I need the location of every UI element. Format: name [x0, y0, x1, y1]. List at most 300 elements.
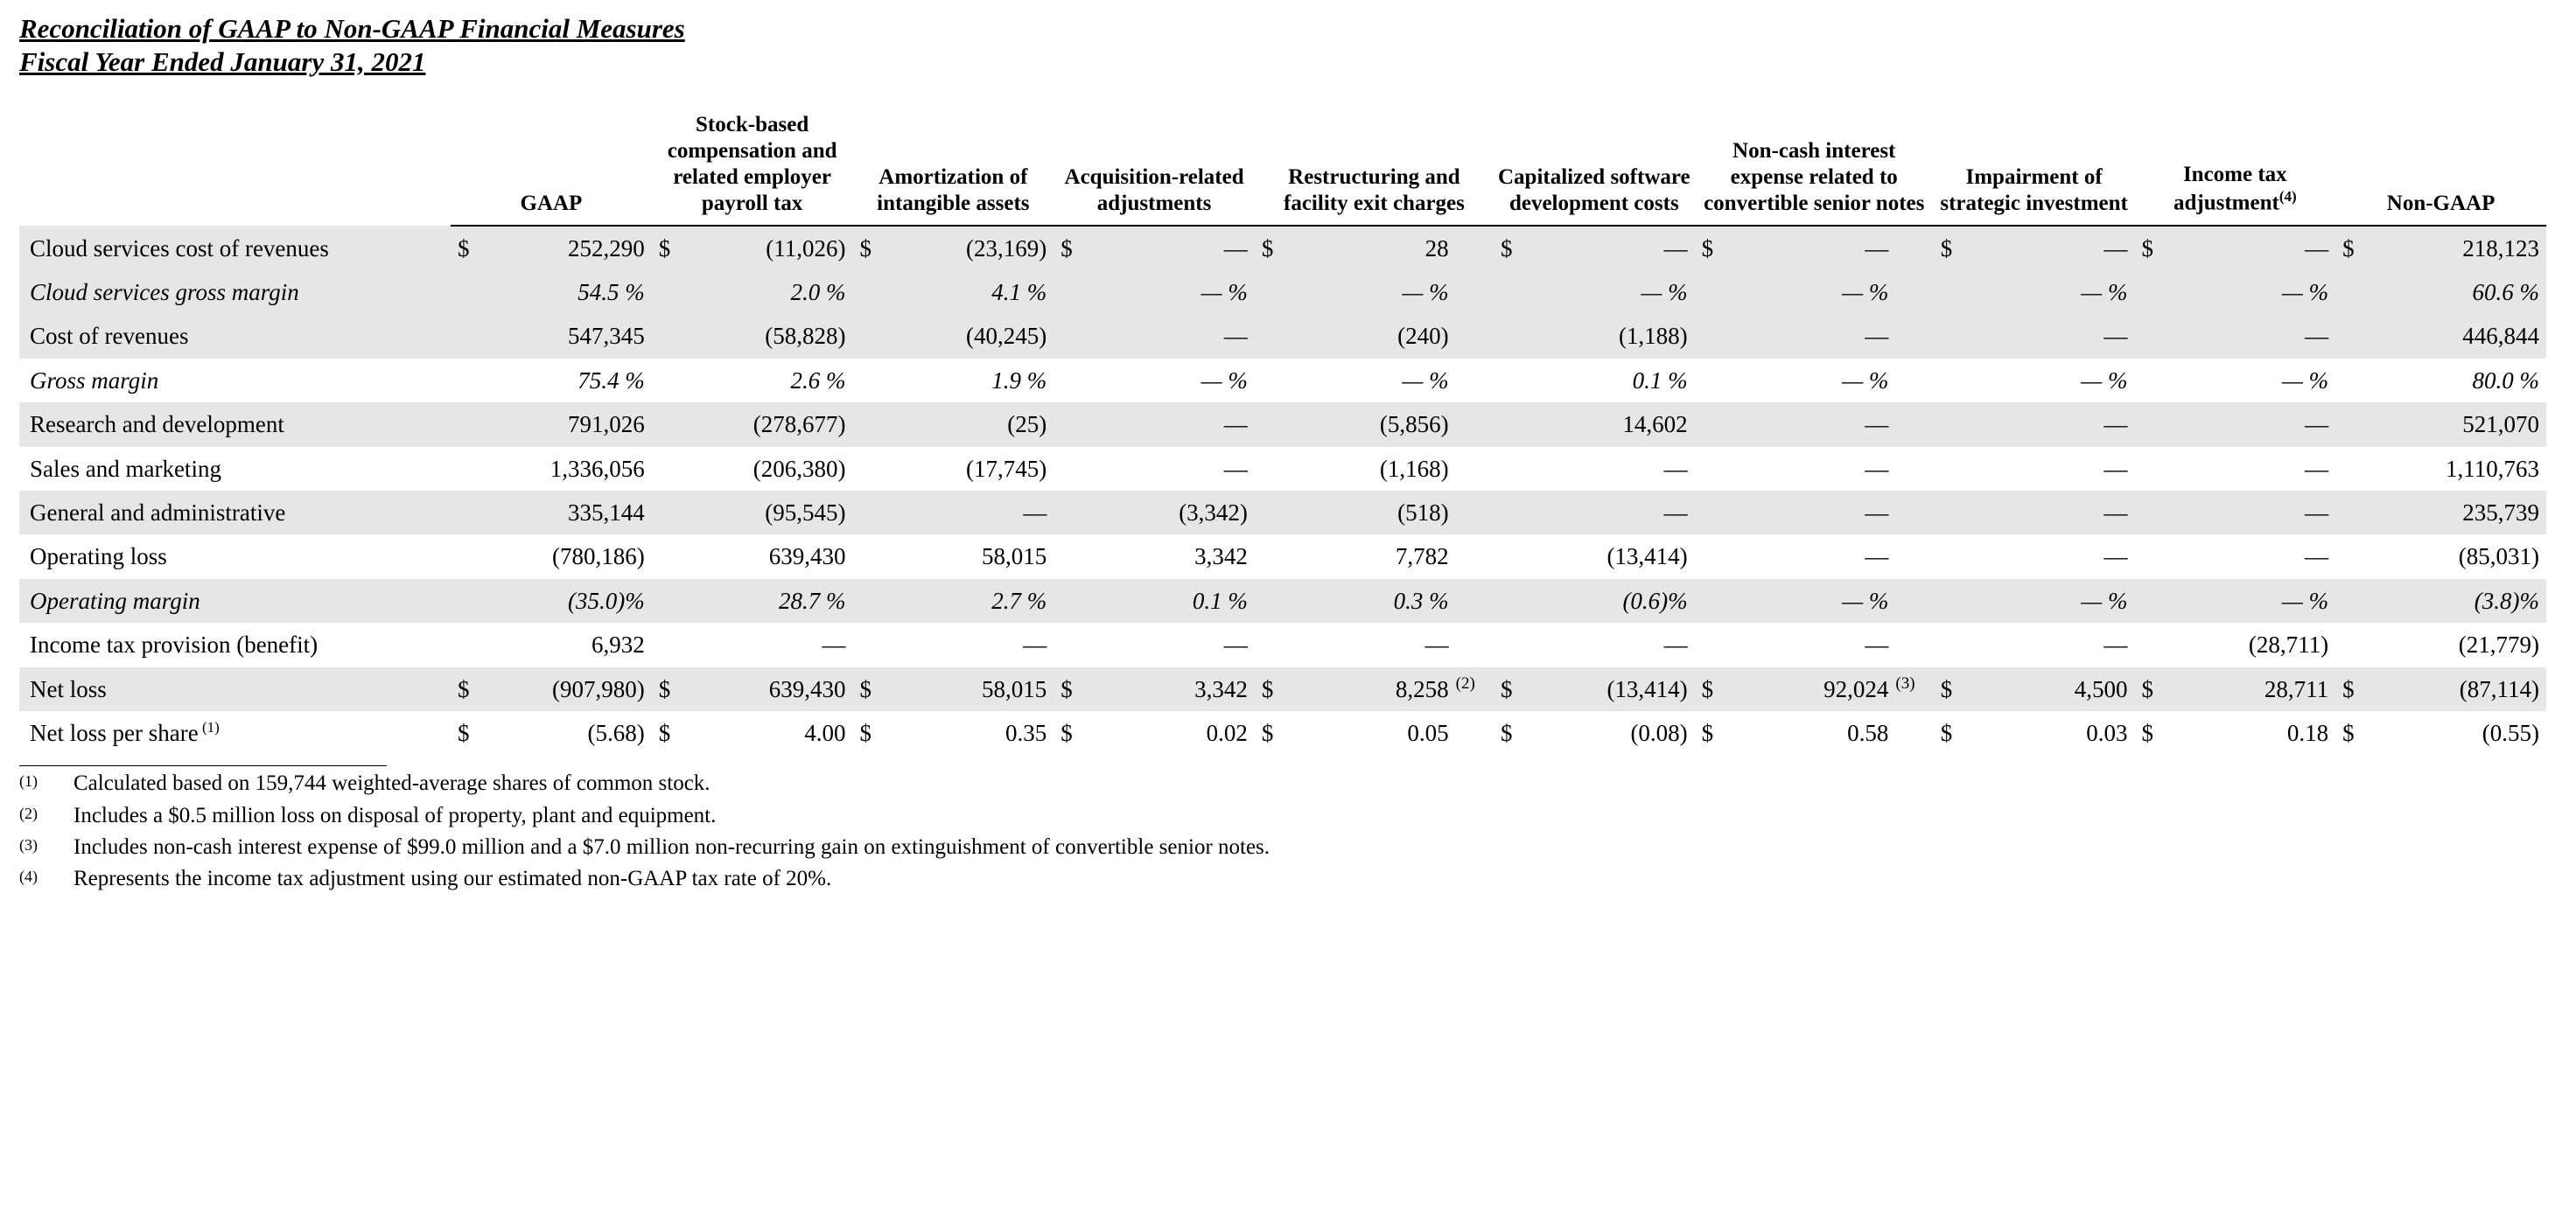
- table-cell-value: (87,114): [2368, 667, 2546, 711]
- table-row: [19, 226, 2546, 270]
- currency-symbol: [1494, 270, 1526, 314]
- currency-symbol: [2134, 314, 2166, 358]
- table-cell-value: —: [2166, 314, 2335, 358]
- footnote-item: [19, 768, 2550, 799]
- row-label: Sales and marketing: [30, 455, 221, 482]
- currency-symbol: [1934, 314, 1966, 358]
- table-cell-value: (240): [1287, 314, 1456, 358]
- table-cell-value: — %: [2166, 270, 2335, 314]
- table-cell-value: (1,188): [1526, 314, 1695, 358]
- table-cell-value: —: [1086, 402, 1255, 446]
- reconciliation-table: [19, 112, 2546, 756]
- table-cell-value: (28,711): [2248, 631, 2329, 659]
- table-cell-value: —: [2305, 543, 2329, 570]
- footnote-text: Calculated based on 159,744 weighted-average shares of common stock.: [74, 771, 710, 796]
- table-cell-value: —: [885, 491, 1054, 534]
- table-cell-value: (11,026): [684, 226, 853, 270]
- footnotes: [19, 765, 2550, 895]
- table-cell-value: 335,144: [483, 491, 652, 534]
- table-cell-value: (21,779): [2458, 631, 2539, 659]
- table-cell-value: 4,500: [1966, 667, 2135, 711]
- table-cell-value: 3,342: [1194, 543, 1248, 570]
- currency-symbol: [1054, 491, 1086, 534]
- cell-footnote-mark: [1456, 579, 1494, 623]
- table-cell-value: —: [1727, 402, 1896, 446]
- currency-symbol: [1695, 359, 1727, 402]
- table-cell-value: —: [1223, 631, 1248, 659]
- footnote-mark: (3): [19, 835, 38, 854]
- footnote-mark: (1): [19, 772, 38, 791]
- currency-symbol: $: [2335, 667, 2368, 711]
- currency-symbol: [1494, 402, 1526, 446]
- currency-symbol: [2335, 623, 2368, 666]
- cell-footnote-mark: [1456, 534, 1494, 578]
- currency-symbol: $: [652, 226, 684, 270]
- table-cell-value: 521,070: [2368, 402, 2546, 446]
- table-cell-value: 252,290: [483, 226, 652, 270]
- currency-symbol: [1255, 447, 1287, 491]
- table-cell-value: 547,345: [483, 314, 652, 358]
- cell-footnote-mark: (2): [1456, 667, 1494, 711]
- table-row: [19, 491, 2546, 534]
- table-cell-value: 54.5 %: [483, 270, 652, 314]
- table-cell-value: 1,110,763: [2446, 455, 2539, 482]
- table-cell-value: 7,782: [1395, 543, 1449, 570]
- currency-symbol: [2335, 447, 2368, 491]
- currency-symbol: [2335, 491, 2368, 534]
- table-cell-value: 0.02: [1206, 719, 1248, 746]
- table-cell-value: (25): [885, 402, 1054, 446]
- currency-symbol: [2134, 402, 2166, 446]
- cell-footnote-mark: [1895, 491, 1933, 534]
- table-cell-value: 0.05: [1407, 719, 1449, 746]
- currency-symbol: [652, 402, 684, 446]
- currency-symbol: [1255, 402, 1287, 446]
- currency-symbol: $: [1494, 226, 1526, 270]
- row-label: Gross margin: [30, 366, 159, 394]
- currency-symbol: [1494, 359, 1526, 402]
- table-cell-value: —: [1727, 314, 1896, 358]
- row-label: Income tax provision (benefit): [30, 631, 318, 659]
- cell-footnote-mark: [1456, 359, 1494, 402]
- cell-footnote-mark: [1456, 270, 1494, 314]
- currency-symbol: [1494, 314, 1526, 358]
- table-cell-value: 58,015: [885, 667, 1054, 711]
- currency-symbol: [852, 447, 885, 491]
- row-label: Cloud services cost of revenues: [19, 226, 451, 270]
- table-cell-value: —: [1526, 491, 1695, 534]
- cell-footnote-mark: [1456, 491, 1494, 534]
- currency-symbol: $: [451, 667, 483, 711]
- currency-symbol: [2134, 270, 2166, 314]
- table-cell-value: —: [2166, 402, 2335, 446]
- cell-footnote-mark: [1895, 402, 1933, 446]
- currency-symbol: $: [1934, 667, 1966, 711]
- currency-symbol: [1255, 534, 1287, 578]
- currency-symbol: $: [1695, 667, 1727, 711]
- cell-footnote-mark: [1895, 270, 1933, 314]
- table-cell-value: (3,342): [1086, 491, 1255, 534]
- currency-symbol: [1494, 579, 1526, 623]
- table-cell-value: 0.1 %: [1086, 579, 1255, 623]
- currency-symbol: [451, 447, 483, 491]
- table-row: [19, 270, 2546, 314]
- row-label: Cloud services gross margin: [19, 270, 451, 314]
- currency-symbol: [1695, 314, 1727, 358]
- currency-symbol: [652, 623, 684, 666]
- currency-symbol: $: [658, 719, 671, 746]
- table-cell-value: 28.7 %: [684, 579, 853, 623]
- currency-symbol: [852, 623, 885, 666]
- currency-symbol: $: [1695, 226, 1727, 270]
- row-label: Operating loss: [30, 543, 167, 570]
- table-cell-value: (17,745): [965, 455, 1047, 482]
- table-cell-value: 791,026: [483, 402, 652, 446]
- table-cell-value: (0.6)%: [1526, 579, 1695, 623]
- cell-footnote-mark: [1456, 314, 1494, 358]
- table-cell-value: — %: [2081, 366, 2128, 394]
- currency-symbol: $: [2335, 226, 2368, 270]
- currency-symbol: [1054, 623, 1086, 666]
- currency-symbol: [451, 314, 483, 358]
- currency-symbol: [2134, 579, 2166, 623]
- currency-symbol: [2134, 359, 2166, 402]
- table-cell-value: 2.6 %: [790, 366, 846, 394]
- row-label: Operating margin: [19, 579, 451, 623]
- table-cell-value: — %: [1402, 366, 1449, 394]
- table-cell-value: —: [822, 631, 846, 659]
- currency-symbol: $: [852, 667, 885, 711]
- currency-symbol: [1255, 491, 1287, 534]
- currency-symbol: [2335, 402, 2368, 446]
- currency-symbol: [1934, 491, 1966, 534]
- currency-symbol: $: [2342, 719, 2355, 746]
- currency-symbol: $: [1940, 719, 1953, 746]
- table-cell-value: 80.0 %: [2472, 366, 2539, 394]
- currency-symbol: [1695, 491, 1727, 534]
- footnote-text: Includes a $0.5 million loss on disposal of property, plant and equipment.: [74, 803, 717, 827]
- table-cell-value: 218,123: [2368, 226, 2546, 270]
- table-cell-value: —: [2104, 543, 2128, 570]
- table-cell-value: — %: [1966, 270, 2135, 314]
- currency-symbol: [652, 579, 684, 623]
- table-cell-value: 639,430: [684, 667, 853, 711]
- table-cell-value: 0.18: [2286, 719, 2329, 746]
- table-row: [19, 534, 2546, 578]
- page-title-line-2: Fiscal Year Ended January 31, 2021: [19, 45, 426, 77]
- currency-symbol: [1494, 447, 1526, 491]
- currency-symbol: [1695, 402, 1727, 446]
- currency-symbol: $: [458, 719, 470, 746]
- table-cell-value: 6,932: [592, 631, 645, 659]
- currency-symbol: [2335, 534, 2368, 578]
- currency-symbol: [1695, 579, 1727, 623]
- table-cell-value: —: [1865, 631, 1889, 659]
- cell-footnote-mark: [1456, 402, 1494, 446]
- table-cell-value: (278,677): [684, 402, 853, 446]
- table-cell-value: 28: [1287, 226, 1456, 270]
- table-cell-value: (35.0)%: [483, 579, 652, 623]
- currency-symbol: [652, 270, 684, 314]
- currency-symbol: [2134, 491, 2166, 534]
- cell-footnote-mark: [1895, 579, 1933, 623]
- currency-symbol: $: [451, 226, 483, 270]
- currency-symbol: $: [1054, 226, 1086, 270]
- currency-symbol: [1695, 534, 1727, 578]
- row-label: Net loss per share $^{(1)}$: [30, 718, 220, 746]
- row-label: Cost of revenues: [19, 314, 451, 358]
- cell-footnote-mark: [1895, 447, 1933, 491]
- currency-symbol: [451, 359, 483, 402]
- currency-symbol: [1255, 359, 1287, 402]
- currency-symbol: $: [859, 719, 872, 746]
- table-cell-value: —: [1424, 631, 1449, 659]
- table-cell-value: —: [2104, 631, 2128, 659]
- table-row: [19, 711, 2546, 755]
- table-cell-value: 60.6 %: [2368, 270, 2546, 314]
- column-header-acquisition-related: Acquisition-related adjustments: [1054, 112, 1255, 226]
- currency-symbol: [852, 402, 885, 446]
- currency-symbol: [652, 491, 684, 534]
- footnote-text: Represents the income tax adjustment using our estimated non-GAAP tax rate of 20%.: [74, 867, 832, 891]
- table-cell-value: 235,739: [2368, 491, 2546, 534]
- table-cell-value: —: [1865, 455, 1889, 482]
- column-header-stock-based-compensation: Stock-based compensation and related employer payroll tax: [652, 112, 853, 226]
- table-cell-value: 14,602: [1526, 402, 1695, 446]
- table-cell-value: 0.03: [2086, 719, 2128, 746]
- table-cell-value: — %: [1086, 270, 1255, 314]
- cell-footnote-mark: [1895, 359, 1933, 402]
- page-title: [19, 12, 2550, 79]
- currency-symbol: [1695, 447, 1727, 491]
- column-header-restructuring: Restructuring and facility exit charges: [1255, 112, 1494, 226]
- table-cell-value: — %: [2281, 366, 2329, 394]
- currency-symbol: [852, 491, 885, 534]
- currency-symbol: [1934, 402, 1966, 446]
- currency-symbol: [1255, 314, 1287, 358]
- footnote-mark: (2): [19, 804, 38, 822]
- table-cell-value: (3.8)%: [2368, 579, 2546, 623]
- table-cell-value: (0.08): [1630, 719, 1688, 746]
- currency-symbol: [2134, 447, 2166, 491]
- currency-symbol: $: [1701, 719, 1714, 746]
- table-cell-value: 75.4 %: [578, 366, 645, 394]
- currency-symbol: $: [1255, 226, 1287, 270]
- currency-symbol: [1934, 623, 1966, 666]
- table-cell-value: 2.0 %: [684, 270, 853, 314]
- cell-footnote-mark: [1895, 534, 1933, 578]
- currency-symbol: [2335, 314, 2368, 358]
- table-cell-value: 58,015: [981, 543, 1047, 570]
- currency-symbol: [451, 534, 483, 578]
- currency-symbol: $: [2134, 667, 2166, 711]
- currency-symbol: [451, 270, 483, 314]
- column-header-non-gaap: Non-GAAP: [2335, 112, 2546, 226]
- cell-footnote-mark: [1456, 447, 1494, 491]
- footnote-item: [19, 832, 2550, 863]
- currency-symbol: $: [1054, 667, 1086, 711]
- cell-footnote-mark: [1456, 711, 1494, 755]
- table-row: [19, 314, 2546, 358]
- currency-symbol: $: [1060, 719, 1073, 746]
- currency-symbol: [1494, 534, 1526, 578]
- table-header: [19, 112, 2546, 226]
- currency-symbol: [1255, 270, 1287, 314]
- currency-symbol: [2335, 579, 2368, 623]
- table-cell-value: —: [1966, 491, 2135, 534]
- currency-symbol: [2335, 270, 2368, 314]
- currency-symbol: [1054, 270, 1086, 314]
- table-cell-value: — %: [2166, 579, 2335, 623]
- table-cell-value: —: [1526, 226, 1695, 270]
- currency-symbol: $: [1261, 719, 1274, 746]
- row-label: General and administrative: [19, 491, 451, 534]
- currency-symbol: [451, 623, 483, 666]
- table-cell-value: —: [1086, 314, 1255, 358]
- currency-symbol: [652, 447, 684, 491]
- table-cell-value: (780,186): [552, 543, 645, 570]
- column-header-amortization: Amortization of intangible assets: [852, 112, 1054, 226]
- table-cell-value: — %: [1526, 270, 1695, 314]
- currency-symbol: [1494, 623, 1526, 666]
- footnote-divider: [19, 765, 387, 766]
- footnote-mark: (4): [19, 868, 38, 886]
- table-cell-value: 28,711: [2166, 667, 2335, 711]
- column-header-non-cash-interest: Non-cash interest expense related to convertible senior notes: [1695, 112, 1934, 226]
- currency-symbol: $: [652, 667, 684, 711]
- table-row: [19, 447, 2546, 491]
- table-cell-value: —: [1727, 491, 1896, 534]
- table-row: [19, 402, 2546, 446]
- cell-footnote-mark: [1456, 226, 1494, 270]
- table-cell-value: —: [1223, 455, 1248, 482]
- currency-symbol: $: [1255, 667, 1287, 711]
- currency-symbol: [852, 359, 885, 402]
- footnote-item: [19, 800, 2550, 832]
- column-header-capitalized-software: Capitalized software development costs: [1494, 112, 1695, 226]
- table-cell-value: (907,980): [483, 667, 652, 711]
- table-cell-value: —: [2305, 455, 2329, 482]
- currency-symbol: [1255, 579, 1287, 623]
- currency-symbol: [2134, 623, 2166, 666]
- table-cell-value: 446,844: [2368, 314, 2546, 358]
- currency-symbol: [652, 314, 684, 358]
- table-row: [19, 667, 2546, 711]
- currency-symbol: $: [2141, 719, 2153, 746]
- currency-symbol: $: [1500, 719, 1513, 746]
- currency-symbol: [1054, 359, 1086, 402]
- column-header-blank: [19, 112, 451, 226]
- table-cell-value: —: [1086, 226, 1255, 270]
- currency-symbol: [1054, 314, 1086, 358]
- currency-symbol: $: [2134, 226, 2166, 270]
- table-cell-value: (85,031): [2458, 543, 2539, 570]
- table-cell-value: (40,245): [885, 314, 1054, 358]
- currency-symbol: $: [1934, 226, 1966, 270]
- currency-symbol: [852, 534, 885, 578]
- table-cell-value: 0.1 %: [1632, 366, 1688, 394]
- row-label: Research and development: [19, 402, 451, 446]
- table-cell-value: 0.35: [1004, 719, 1047, 746]
- table-cell-value: — %: [1966, 579, 2135, 623]
- table-cell-value: (206,380): [752, 455, 846, 482]
- table-cell-value: 4.1 %: [885, 270, 1054, 314]
- currency-symbol: [451, 402, 483, 446]
- cell-footnote-mark: [1895, 623, 1933, 666]
- cell-footnote-mark: [1895, 314, 1933, 358]
- currency-symbol: [1695, 270, 1727, 314]
- currency-symbol: [652, 359, 684, 402]
- currency-symbol: [2335, 359, 2368, 402]
- row-label: Net loss: [19, 667, 451, 711]
- currency-symbol: [1054, 534, 1086, 578]
- table-cell-value: 1.9 %: [991, 366, 1047, 394]
- table-cell-value: 92,024: [1727, 667, 1896, 711]
- currency-symbol: [1934, 447, 1966, 491]
- column-header-footnote-mark: (4): [2278, 188, 2297, 206]
- currency-symbol: [1934, 270, 1966, 314]
- currency-symbol: [1934, 534, 1966, 578]
- table-cell-value: 2.7 %: [885, 579, 1054, 623]
- currency-symbol: [852, 579, 885, 623]
- table-cell-value: 8,258: [1287, 667, 1456, 711]
- table-cell-value: 0.58: [1847, 719, 1889, 746]
- table-cell-value: 1,336,056: [550, 455, 645, 482]
- table-cell-value: — %: [1727, 270, 1896, 314]
- page-title-line-1: Reconciliation of GAAP to Non-GAAP Financial Measures: [19, 13, 685, 44]
- table-cell-value: (58,828): [684, 314, 853, 358]
- currency-symbol: [1054, 402, 1086, 446]
- currency-symbol: [1695, 623, 1727, 666]
- table-cell-value: (5,856): [1287, 402, 1456, 446]
- currency-symbol: [852, 270, 885, 314]
- table-row: [19, 623, 2546, 666]
- currency-symbol: [451, 579, 483, 623]
- table-row: [19, 359, 2546, 402]
- table-cell-value: (0.55): [2482, 719, 2539, 746]
- table-cell-value: —: [1663, 631, 1688, 659]
- cell-footnote-mark: [1895, 226, 1933, 270]
- table-cell-value: —: [2166, 226, 2335, 270]
- table-cell-value: 4.00: [804, 719, 846, 746]
- cell-footnote-mark: (3): [1895, 667, 1933, 711]
- footnote-text: Includes non-cash interest expense of $99.0 million and a $7.0 million non-recurring gain on extinguishment of convertible senior notes.: [74, 834, 1270, 859]
- footnote-item: [19, 863, 2550, 895]
- table-cell-value: (13,414): [1526, 667, 1695, 711]
- currency-symbol: [1494, 491, 1526, 534]
- table-cell-value: 0.3 %: [1287, 579, 1456, 623]
- table-cell-value: (1,168): [1379, 455, 1449, 482]
- currency-symbol: [652, 534, 684, 578]
- currency-symbol: [852, 314, 885, 358]
- table-cell-value: — %: [1200, 366, 1248, 394]
- table-cell-value: —: [2166, 491, 2335, 534]
- currency-symbol: [451, 491, 483, 534]
- table-cell-value: —: [1023, 631, 1047, 659]
- currency-symbol: [1255, 623, 1287, 666]
- table-cell-value: —: [1727, 226, 1896, 270]
- row-label-footnote-mark: (1): [198, 718, 220, 736]
- column-header-gaap: GAAP: [451, 112, 652, 226]
- table-row: [19, 579, 2546, 623]
- table-cell-value: —: [1966, 314, 2135, 358]
- table-cell-value: 3,342: [1086, 667, 1255, 711]
- table-cell-value: (13,414): [1606, 543, 1688, 570]
- table-cell-value: — %: [1727, 579, 1896, 623]
- column-header-income-tax-adjustment: Income tax adjustment$^{(4)}$: [2134, 112, 2335, 226]
- table-cell-value: — %: [1287, 270, 1456, 314]
- table-cell-value: —: [1865, 543, 1889, 570]
